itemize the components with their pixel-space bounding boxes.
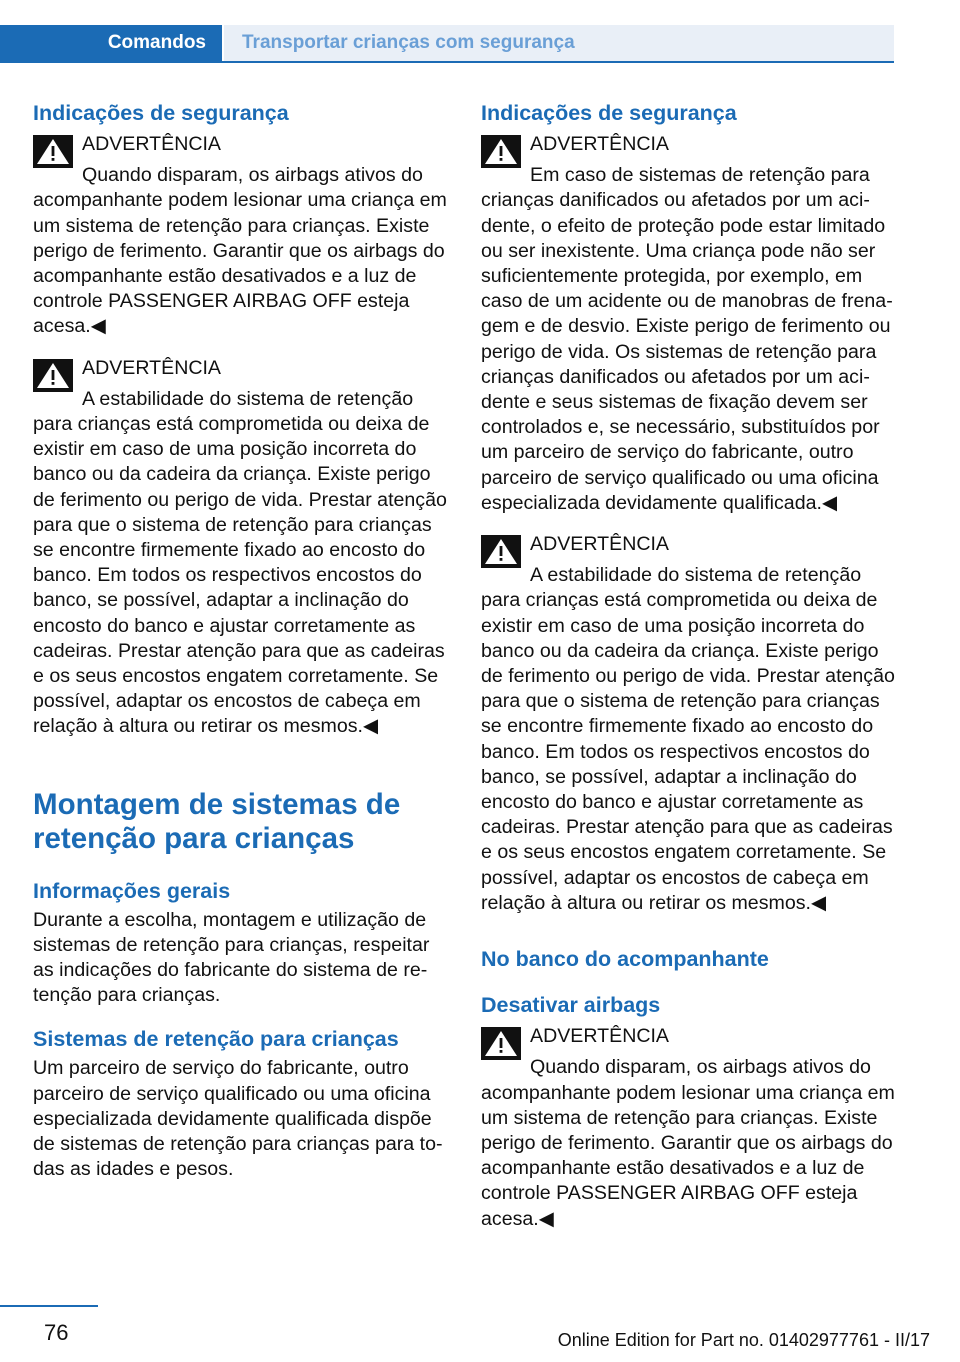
warning-text: A estabilidade do sistema de retenção para crianças está comprometida ou deixa de existir em caso de uma posição incorreta do banco ou da cadeira da criança. Existe perigo de ferimento ou perigo de vida. Prestar atenção para que o sistema de retenção para crianças se encontre firmemente fixado ao encosto do banco. Em todos os respectivos encostos do banco, se possível, adaptar a inclinação do encosto do banco e ajustar corretamente as cadeiras. Prestar atenção para que as cadeiras e os seus encostos engatem corretamente. Se possível, adaptar os encostos de cabeça em relação à altura ou retirar os mesmos.◀ [481, 564, 895, 914]
warning-title: ADVERTÊNCIA [530, 1025, 670, 1048]
warning-icon [481, 1027, 521, 1060]
header-divider [0, 61, 894, 63]
footer-divider [0, 1305, 98, 1307]
warning-block [33, 356, 447, 740]
edition-note: Online Edition for Part no. 01402977761 - II/17 [557, 1330, 930, 1350]
tab-transportar-criancas[interactable]: Transportar crianças com segurança [224, 25, 894, 61]
subheading-informacoes-gerais: Informações gerais [33, 878, 231, 903]
warning-title: ADVERTÊNCIA [82, 133, 222, 155]
warning-icon [33, 359, 73, 392]
warning-block [33, 132, 447, 340]
warning-icon [481, 135, 521, 168]
paragraph-informacoes-gerais: Durante a escolha, montagem e utilização de sistemas de retenção para crianças, respeitar as indicações do fabricante do sistema de retenção para crianças. [33, 908, 430, 1007]
left-column [33, 98, 447, 1199]
warning-title: ADVERTÊNCIA [82, 356, 222, 379]
section-heading: Indicações de segurança [481, 101, 737, 125]
warning-title: ADVERTÊNCIA [530, 533, 670, 556]
chapter-title: Montagem de sistemas de retenção para crianças [33, 787, 401, 855]
tab-comandos[interactable]: Comandos [0, 25, 222, 61]
subheading-desativar-airbags: Desativar airbags [481, 993, 661, 1018]
page-number: 76 [44, 1320, 69, 1345]
warning-icon [33, 135, 73, 168]
warning-text: Em caso de sistemas de retenção para crianças danificados ou afetados por um acidente, o efeito de proteção pode estar limitado ou ser inexistente. Uma criança pode não ser suficientemente protegida, por exemplo, em caso de um acidente ou de manobras de frenagem e de desvio. Existe perigo de ferimento ou perigo de vida. Os sistemas de retenção para crianças danificados ou afetados por um acidente e seus sistemas de fixação devem ser controlados e, se necessário, substituídos por um parceiro de serviço do fabricante, outro parceiro de serviço qualificado ou uma oficina especializada devidamente qualificada.◀ [481, 164, 893, 514]
warning-block [481, 132, 895, 516]
header [0, 0, 960, 62]
warning-title: ADVERTÊNCIA [530, 133, 670, 155]
warning-block [481, 532, 895, 916]
paragraph-sistemas-retencao: Um parceiro de serviço do fabricante, outro parceiro de serviço qualificado ou uma oficina especializada devidamente qualificada dispõe de sistemas de retenção para crianças para todas as idades e pesos. [33, 1057, 443, 1181]
subheading-sistemas-retencao: Sistemas de retenção para crianças [33, 1027, 399, 1052]
warning-text: A estabilidade do sistema de retenção para crianças está comprometida ou deixa de existir em caso de uma posição incorreta do banco ou da cadeira da criança. Existe perigo de ferimento ou perigo de vida. Prestar atenção para que o sistema de retenção para crianças se encontre firmemente fixado ao encosto do banco. Em todos os respectivos encostos do banco, se possível, adaptar a inclinação do encosto do banco e ajustar corretamente as cadeiras. Prestar atenção para que as cadeiras e os seus encostos engatem corretamente. Se possível, adaptar os encostos de cabeça em relação à altura ou retirar os mesmos.◀ [33, 387, 447, 738]
subheading-banco-acompanhante: No banco do acompanhante [481, 947, 769, 972]
section-heading: Indicações de segurança [33, 101, 289, 125]
warning-text: Quando disparam, os airbags ativos do acompanhante podem lesionar uma criança em um sistema de retenção para crianças. Existe perigo de ferimento. Garantir que os airbags do acompanhante estão desativados e a luz de controle PASSENGER AIRBAG OFF esteja acesa.◀ [33, 164, 447, 338]
warning-text: Quando disparam, os airbags ativos do acompanhante podem lesionar uma criança em um sistema de retenção para crianças. Existe perigo de ferimento. Garantir que os airbags do acompanhante estão desativados e a luz de controle PASSENGER AIRBAG OFF esteja acesa.◀ [481, 1056, 895, 1230]
warning-block [481, 1024, 895, 1232]
warning-icon [481, 535, 521, 568]
right-column [481, 98, 895, 1248]
